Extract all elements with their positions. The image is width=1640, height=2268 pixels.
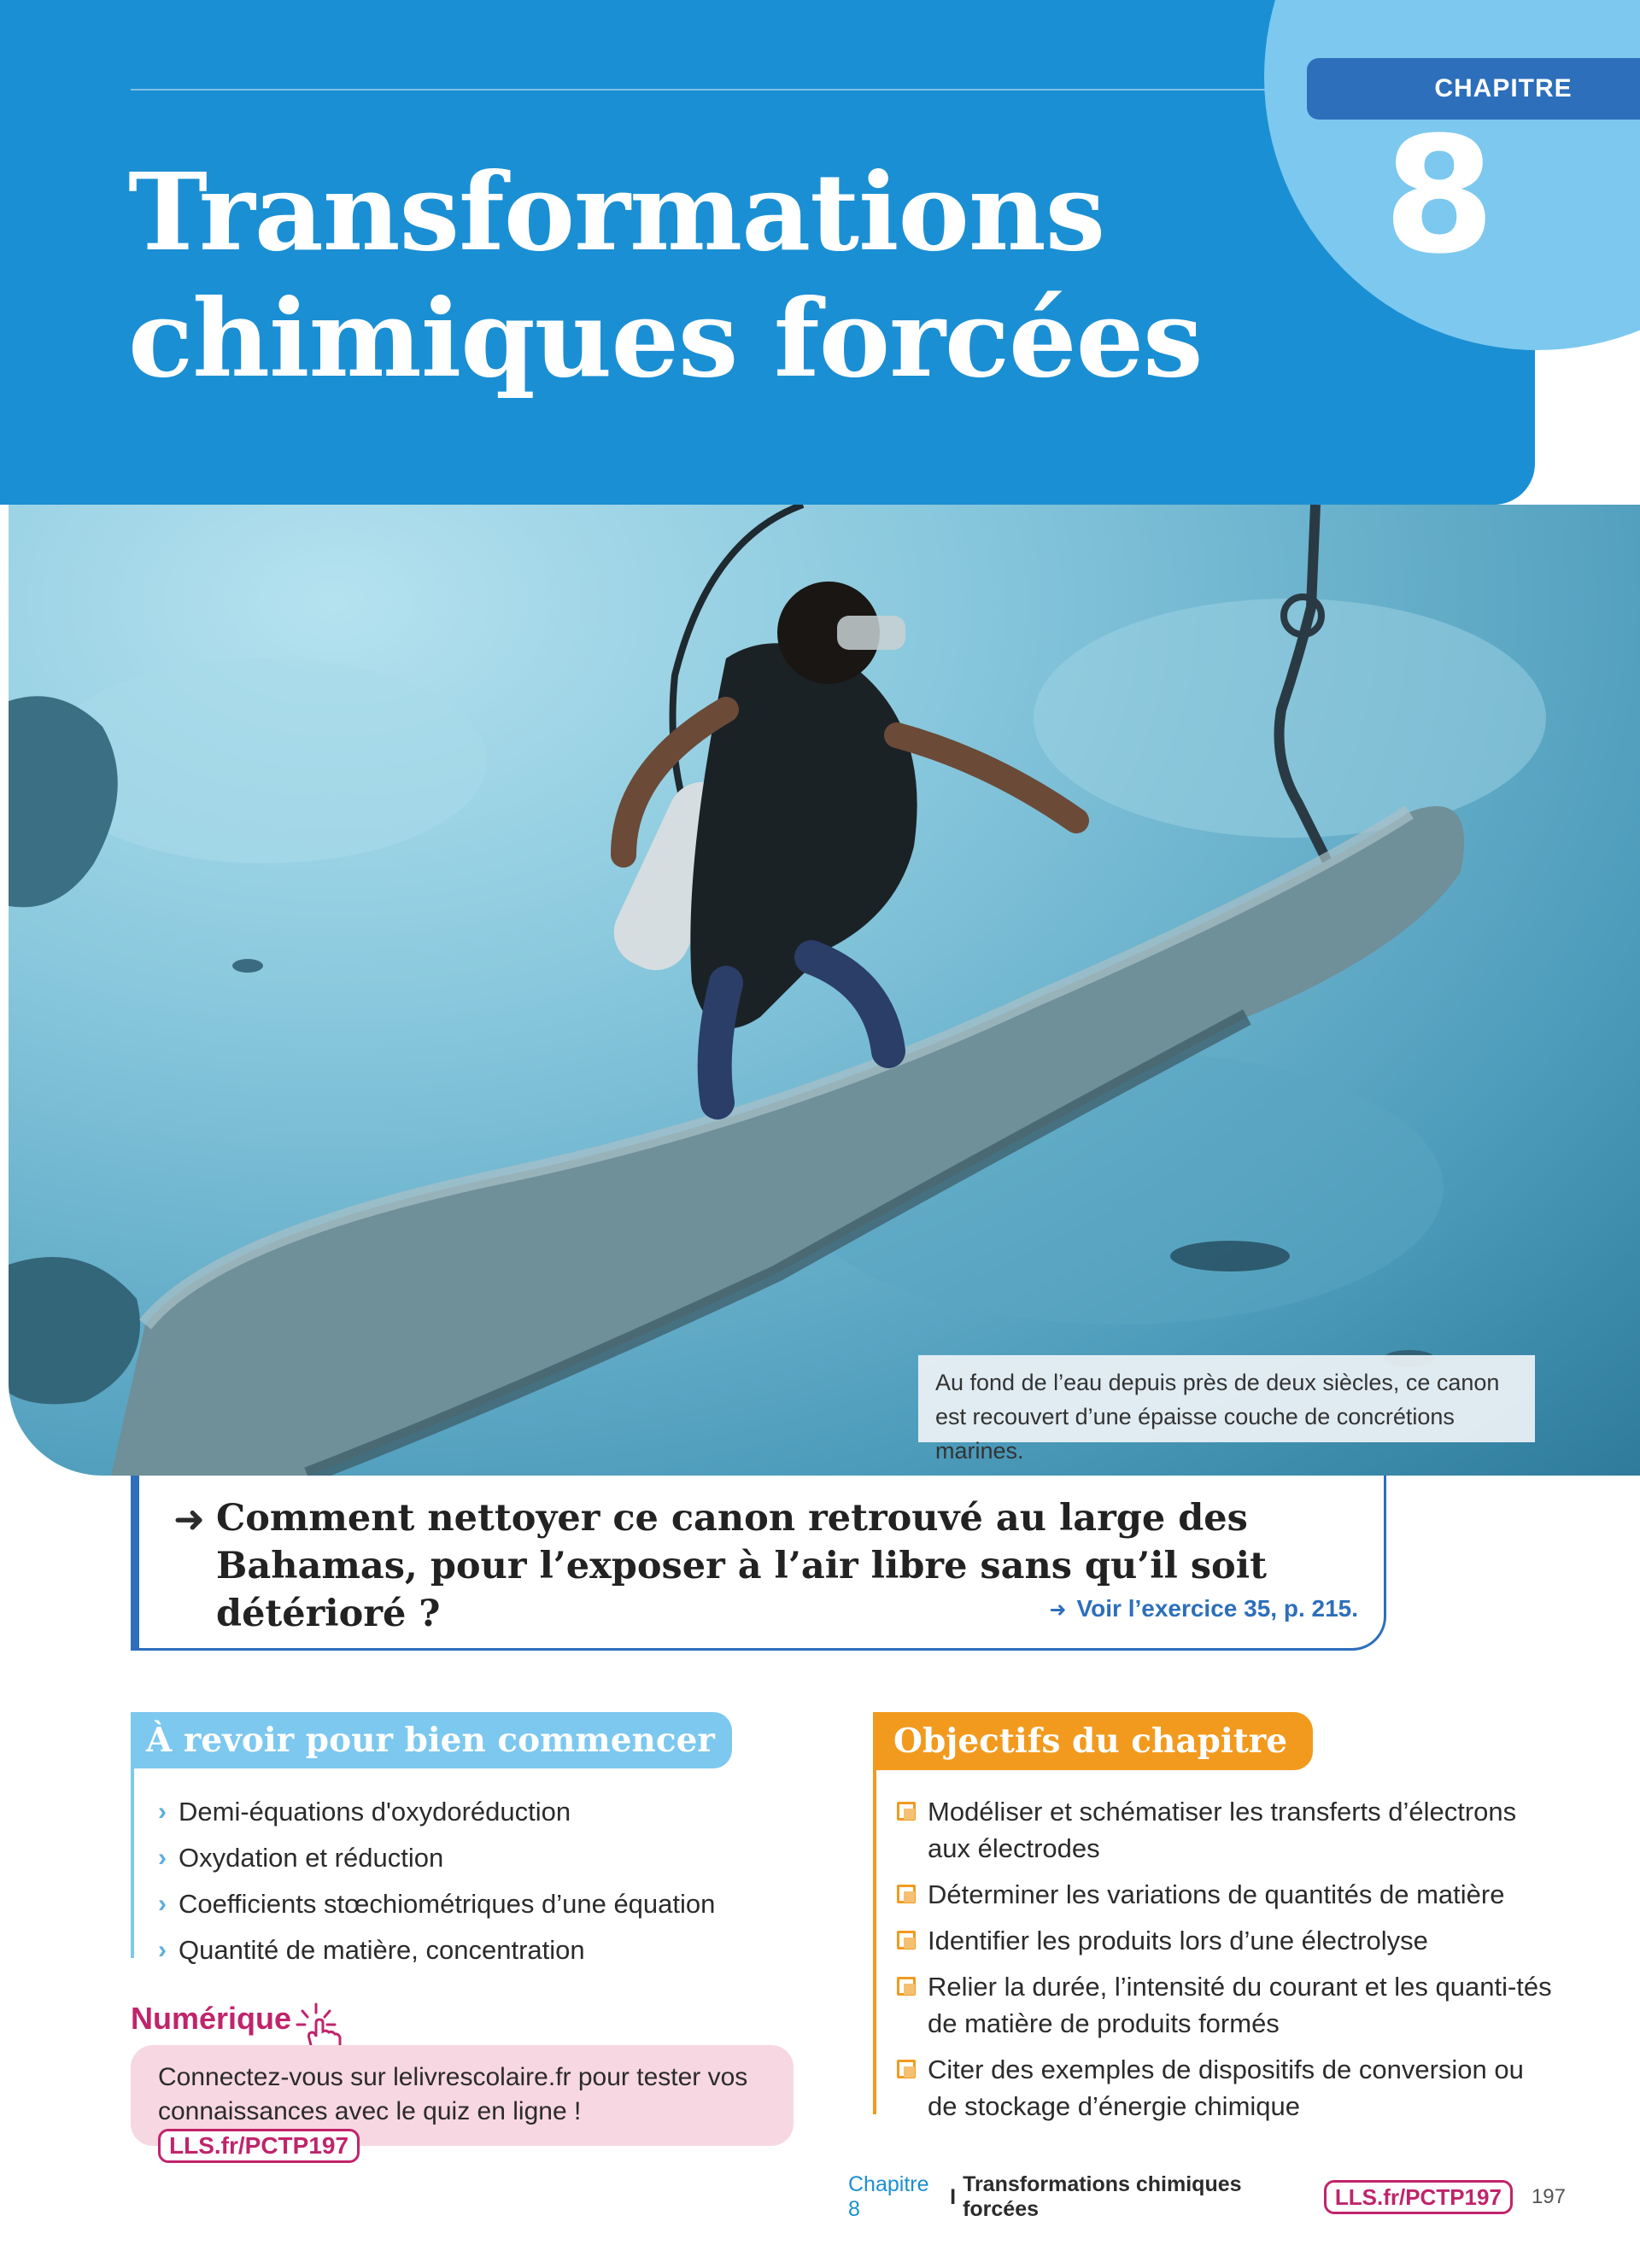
list-item-label: Oxydation et réduction bbox=[179, 1843, 444, 1873]
numerique-heading: Numérique bbox=[131, 2001, 292, 2036]
list-item bbox=[897, 1793, 1555, 1867]
objectifs-divider bbox=[873, 1770, 876, 2114]
objectifs-heading: Objectifs du chapitre bbox=[873, 1712, 1313, 1770]
underwater-photo bbox=[9, 505, 1640, 1476]
list-item-label: Relier la durée, l’intensité du courant et les quanti-tés de matière de produits formés bbox=[928, 1972, 1552, 2038]
footer-link[interactable]: LLS.fr/PCTP197 bbox=[1324, 2180, 1513, 2214]
page-number: 197 bbox=[1531, 2185, 1566, 2208]
footer-title: Transformations chimiques forcées bbox=[963, 2172, 1242, 2221]
page-footer bbox=[848, 2172, 1566, 2221]
list-item bbox=[158, 1789, 715, 1835]
chevron-right-icon: › bbox=[158, 1797, 167, 1826]
list-item bbox=[897, 2051, 1555, 2125]
footer-separator: I bbox=[950, 2184, 957, 2209]
title-line-2: chimiques forcées bbox=[128, 277, 1203, 401]
list-item-label: Identifier les produits lors d’une électrolyse bbox=[928, 1926, 1428, 1955]
list-item-label: Déterminer les variations de quantités de matière bbox=[928, 1879, 1505, 1909]
numerique-box bbox=[131, 2045, 794, 2159]
title-line-1: Transformations bbox=[128, 150, 1105, 275]
list-item-label: Demi-équations d'oxydoréduction bbox=[179, 1797, 571, 1827]
footer-chapter: Chapitre 8 bbox=[848, 2172, 929, 2221]
checkbox-icon bbox=[897, 1885, 916, 1903]
objectifs-list bbox=[897, 1793, 1555, 2134]
chapter-number: 8 bbox=[1383, 102, 1496, 289]
checkbox-icon bbox=[897, 1931, 916, 1949]
photo-caption: Au fond de l’eau depuis près de deux siècles, ce canon est recouvert d’une épaisse couche de concrétions marines. bbox=[918, 1355, 1535, 1442]
problem-question: Comment nettoyer ce canon retrouvé au large des Bahamas, pour l’exposer à l’air libre sans qu’il soit détérioré ? bbox=[216, 1497, 1267, 1635]
chevron-right-icon: › bbox=[158, 1936, 167, 1964]
list-item bbox=[158, 1881, 715, 1927]
list-item bbox=[897, 1922, 1555, 1959]
checkbox-icon bbox=[897, 2060, 916, 2078]
chapter-label: CHAPITRE bbox=[1307, 58, 1640, 120]
checkbox-icon bbox=[897, 1977, 916, 1996]
page-title bbox=[128, 149, 1239, 402]
exercise-link-label: Voir l’exercice 35, p. 215. bbox=[1076, 1595, 1358, 1622]
arrow-right-icon: ➜ bbox=[173, 1499, 205, 1540]
revoir-list bbox=[158, 1789, 715, 1973]
exercise-link[interactable] bbox=[1049, 1595, 1358, 1622]
list-item-label: Citer des exemples de dispositifs de conversion ou de stockage d’énergie chimique bbox=[928, 2055, 1524, 2121]
diver-cannon-illustration bbox=[9, 505, 1640, 1476]
checkbox-icon bbox=[897, 1802, 916, 1821]
header-divider bbox=[131, 89, 1267, 91]
list-item-label: Coefficients stœchiométriques d’une équation bbox=[179, 1889, 716, 1919]
list-item-label: Modéliser et schématiser les transferts d’électrons aux électrodes bbox=[928, 1797, 1517, 1863]
list-item bbox=[897, 1968, 1555, 2042]
arrow-small-icon: ➜ bbox=[1049, 1599, 1067, 1622]
numerique-text: Connectez-vous sur lelivrescolaire.fr pour tester vos connaissances avec le quiz en ligne ! bbox=[158, 2063, 748, 2125]
chevron-right-icon: › bbox=[158, 1890, 167, 1918]
revoir-divider bbox=[131, 1768, 134, 1958]
list-item-label: Quantité de matière, concentration bbox=[179, 1935, 585, 1965]
list-item bbox=[158, 1927, 715, 1973]
problem-question-box bbox=[131, 1476, 1386, 1651]
list-item bbox=[158, 1835, 715, 1881]
chevron-right-icon: › bbox=[158, 1844, 167, 1872]
quiz-link[interactable]: LLS.fr/PCTP197 bbox=[158, 2129, 360, 2163]
revoir-heading: À revoir pour bien commencer bbox=[131, 1712, 732, 1768]
list-item bbox=[897, 1876, 1555, 1913]
